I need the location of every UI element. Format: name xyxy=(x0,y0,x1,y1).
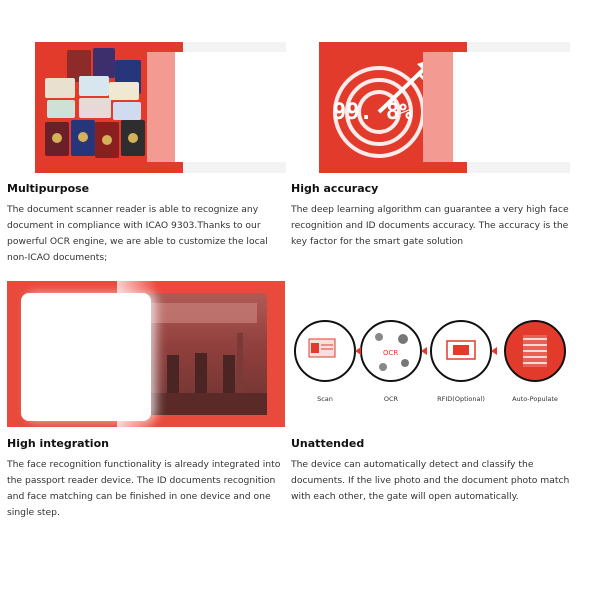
gate-image xyxy=(7,281,285,427)
feature-card-high-accuracy xyxy=(291,42,573,272)
white-panel xyxy=(175,52,286,162)
step-label-scan: Scan xyxy=(317,395,333,403)
feature-title: High integration xyxy=(7,437,109,450)
step-label-ocr-inner: OCR xyxy=(383,349,399,357)
feature-card-multipurpose xyxy=(7,42,289,272)
passports-image xyxy=(35,42,286,173)
accuracy-value: 99. 8% xyxy=(333,100,413,125)
white-panel xyxy=(21,293,151,421)
feature-description: The deep learning algorithm can guarantee a very high face recognition and ID documents accuracy. The accuracy is the key factor for the smart gate solution xyxy=(291,204,569,247)
feature-description: The document scanner reader is able to recognize any document in compliance with ICAO 9303.Thanks to our powerful OCR engine, we are able to customize the local non-ICAO documents; xyxy=(7,204,268,263)
feature-description: The face recognition functionality is already integrated into the passport reader device. The ID documents recognition and face matching can be finished in one device and one single step. xyxy=(7,459,281,518)
accuracy-image xyxy=(319,42,570,173)
feature-card-high-integration xyxy=(7,281,289,531)
feature-title: High accuracy xyxy=(291,182,379,195)
step-label-ocr: OCR xyxy=(383,395,399,403)
fade-strip xyxy=(423,52,453,162)
process-diagram xyxy=(291,309,573,419)
fade-strip xyxy=(147,52,175,162)
feature-title: Unattended xyxy=(291,437,365,450)
white-panel xyxy=(453,52,570,162)
workflow-steps xyxy=(291,309,573,419)
step-label-rfid: RFID(Optional) xyxy=(437,395,485,403)
feature-title: Multipurpose xyxy=(7,182,90,195)
feature-description: The device can automatically detect and classify the documents. If the live photo and the document photo match with each other, the gate will open automatically. xyxy=(291,459,570,502)
feature-card-unattended xyxy=(291,281,573,531)
step-label-auto-populate: Auto-Populate xyxy=(512,395,558,403)
